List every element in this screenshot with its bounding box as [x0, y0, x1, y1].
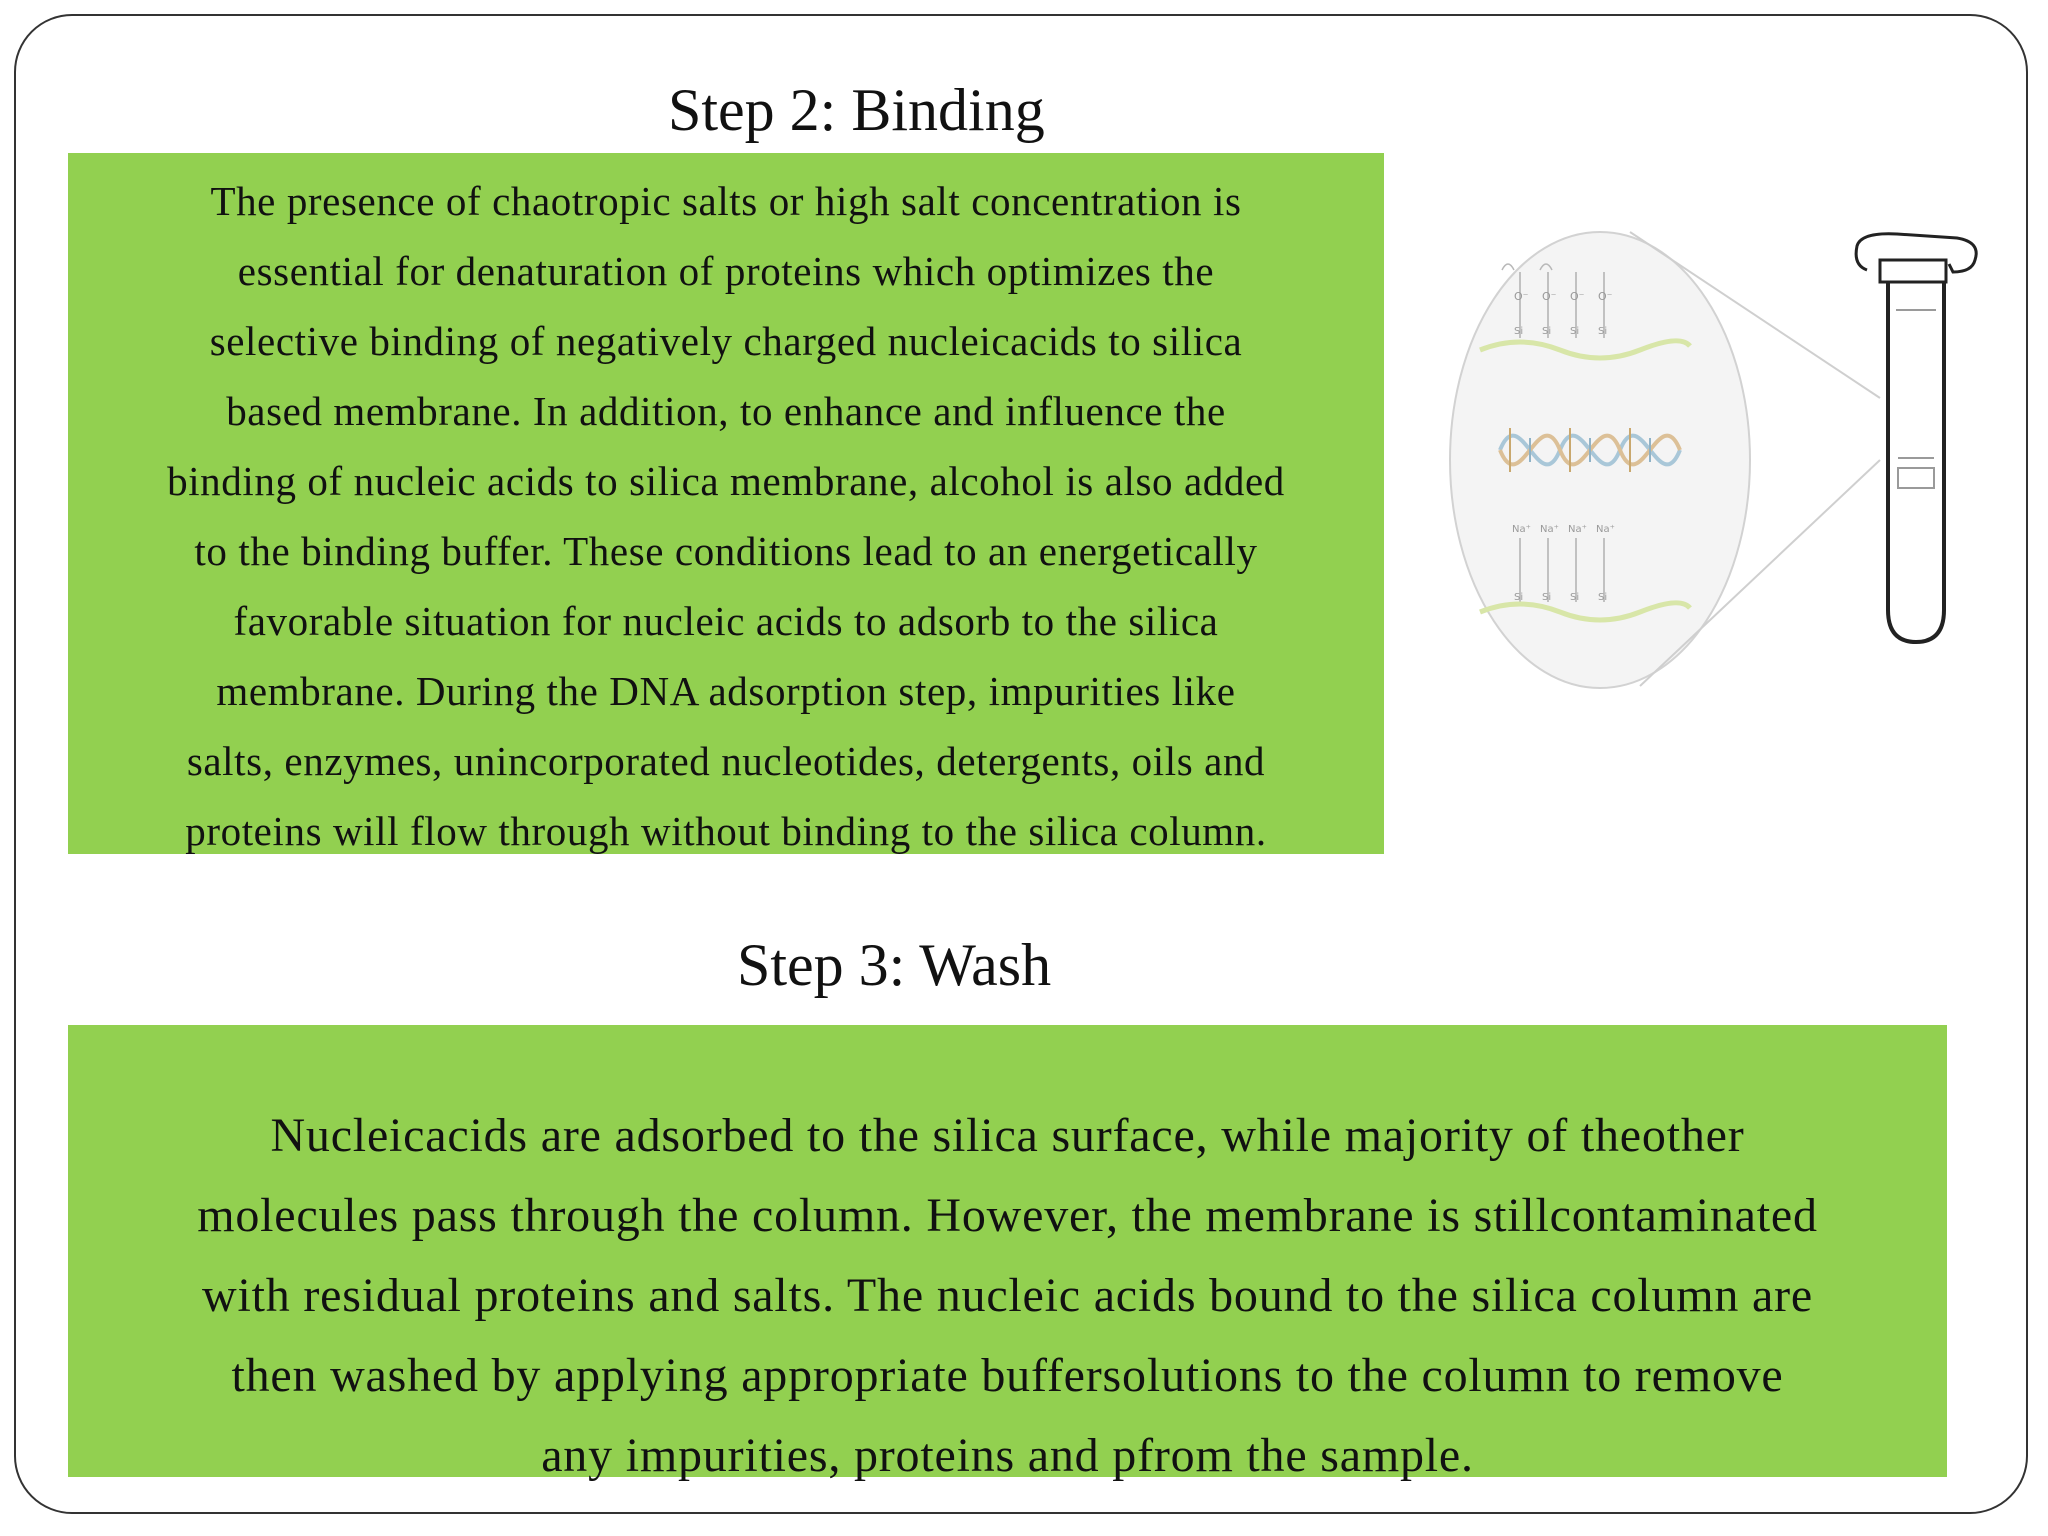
binding-text-line: to the binding buffer. These conditions lead to an energetically [194, 528, 1258, 574]
wash-text-line: molecules pass through the column. However, the membrane is stillcontaminated [197, 1189, 1818, 1242]
binding-text-line: selective binding of negatively charged nucleicacids to silica [209, 318, 1243, 364]
lower-label: Na⁺ [1568, 524, 1587, 535]
upper-label: O⁻ [1570, 290, 1585, 303]
upper-label: O⁻ [1542, 290, 1557, 303]
upper-label: O⁻ [1598, 290, 1613, 303]
silica-binding-illustration [1440, 210, 2000, 730]
binding-text-box [68, 153, 1384, 854]
binding-text-line: essential for denaturation of proteins which optimizes the [237, 248, 1215, 294]
lower-label: Na⁺ [1512, 524, 1531, 535]
binding-text-line: membrane. During the DNA adsorption step, impurities like [216, 668, 1236, 714]
silica-label: Si [1598, 326, 1608, 337]
lower-label: Na⁺ [1540, 524, 1559, 535]
silica-label: Si [1542, 326, 1552, 337]
silica-label: Si [1514, 326, 1524, 337]
wash-text-box [68, 1025, 1947, 1482]
silica-label: Si [1514, 592, 1524, 603]
wash-text-line: with residual proteins and salts. The nucleic acids bound to the silica column are [202, 1269, 1813, 1322]
binding-text-line: based membrane. In addition, to enhance and influence the [226, 388, 1226, 434]
step2-title: Step 2: Binding [668, 77, 1045, 143]
step3-title: Step 3: Wash [737, 932, 1052, 998]
wash-text-line: Nucleicacids are adsorbed to the silica surface, while majority of theother [270, 1109, 1745, 1162]
lower-label: Na⁺ [1596, 524, 1615, 535]
binding-text-line: proteins will flow through without binding to the silica column. [185, 808, 1267, 854]
binding-text-line: salts, enzymes, unincorporated nucleotides, detergents, oils and [186, 738, 1266, 784]
silica-label: Si [1570, 592, 1580, 603]
binding-text-line: binding of nucleic acids to silica membrane, alcohol is also added [167, 458, 1285, 504]
spin-column-tube-icon [1856, 234, 1976, 642]
silica-label: Si [1598, 592, 1608, 603]
silica-label: Si [1570, 326, 1580, 337]
binding-text-line: The presence of chaotropic salts or high salt concentration is [210, 178, 1242, 224]
wash-text-line: then washed by applying appropriate buffersolutions to the column to remove [231, 1349, 1784, 1402]
wash-text-line: any impurities, proteins and pfrom the sample. [541, 1429, 1474, 1482]
silica-label: Si [1542, 592, 1552, 603]
upper-label: O⁻ [1514, 290, 1529, 303]
binding-text-line: favorable situation for nucleic acids to adsorb to the silica [233, 598, 1219, 644]
